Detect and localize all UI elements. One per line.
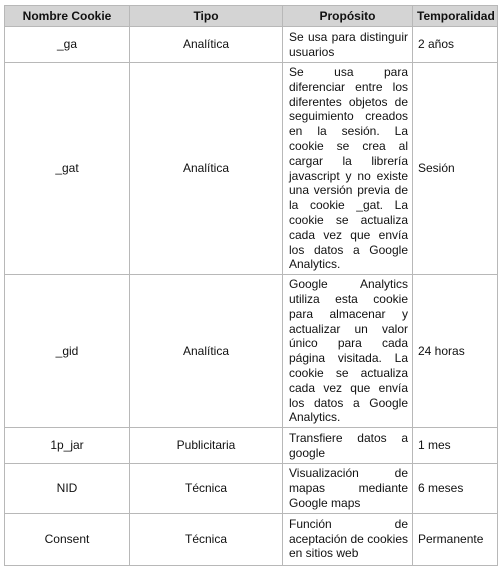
cookie-duration: 2 años	[413, 27, 498, 63]
table-row	[5, 513, 498, 565]
header-type: Tipo	[130, 6, 283, 27]
cookie-duration: Sesión	[413, 63, 498, 275]
cookie-type: Analítica	[130, 275, 283, 428]
cookie-duration: 6 meses	[413, 464, 498, 513]
cookie-type: Técnica	[130, 513, 283, 565]
cookie-name: _gat	[5, 63, 130, 275]
cookie-duration: 24 horas	[413, 275, 498, 428]
cookie-type: Analítica	[130, 63, 283, 275]
cookie-type: Publicitaria	[130, 428, 283, 464]
cookie-purpose: Transfiere datos a google	[283, 428, 413, 464]
table-row	[5, 63, 498, 275]
cookie-name: Consent	[5, 513, 130, 565]
cookie-name: NID	[5, 464, 130, 513]
table-row	[5, 428, 498, 464]
cookie-table	[4, 5, 498, 566]
cookie-purpose: Se usa para diferenciar entre los diferentes objetos de seguimiento creados en la sesión. La cookie se crea al cargar la librería javascript y no existe una versión previa de la cookie _gat. La cookie se actualiza cada vez que envía los datos a Google Analytics.	[283, 63, 413, 275]
cookie-duration: Permanente	[413, 513, 498, 565]
cookie-table-container	[4, 5, 498, 566]
header-row	[5, 6, 498, 27]
cookie-name: 1p_jar	[5, 428, 130, 464]
cookie-purpose: Visualización de mapas mediante Google maps	[283, 464, 413, 513]
header-name: Nombre Cookie	[5, 6, 130, 27]
cookie-purpose: Función de aceptación de cookies en sitios web	[283, 513, 413, 565]
header-purpose: Propósito	[283, 6, 413, 27]
table-row	[5, 464, 498, 513]
cookie-purpose: Google Analytics utiliza esta cookie para almacenar y actualizar un valor único para cada página visitada. La cookie se actualiza cada vez que envía los datos a Google Analytics.	[283, 275, 413, 428]
header-duration: Temporalidad	[413, 6, 498, 27]
table-row	[5, 27, 498, 63]
table-row	[5, 275, 498, 428]
cookie-type: Analítica	[130, 27, 283, 63]
cookie-name: _ga	[5, 27, 130, 63]
cookie-name: _gid	[5, 275, 130, 428]
cookie-duration: 1 mes	[413, 428, 498, 464]
cookie-type: Técnica	[130, 464, 283, 513]
cookie-purpose: Se usa para distinguir usuarios	[283, 27, 413, 63]
